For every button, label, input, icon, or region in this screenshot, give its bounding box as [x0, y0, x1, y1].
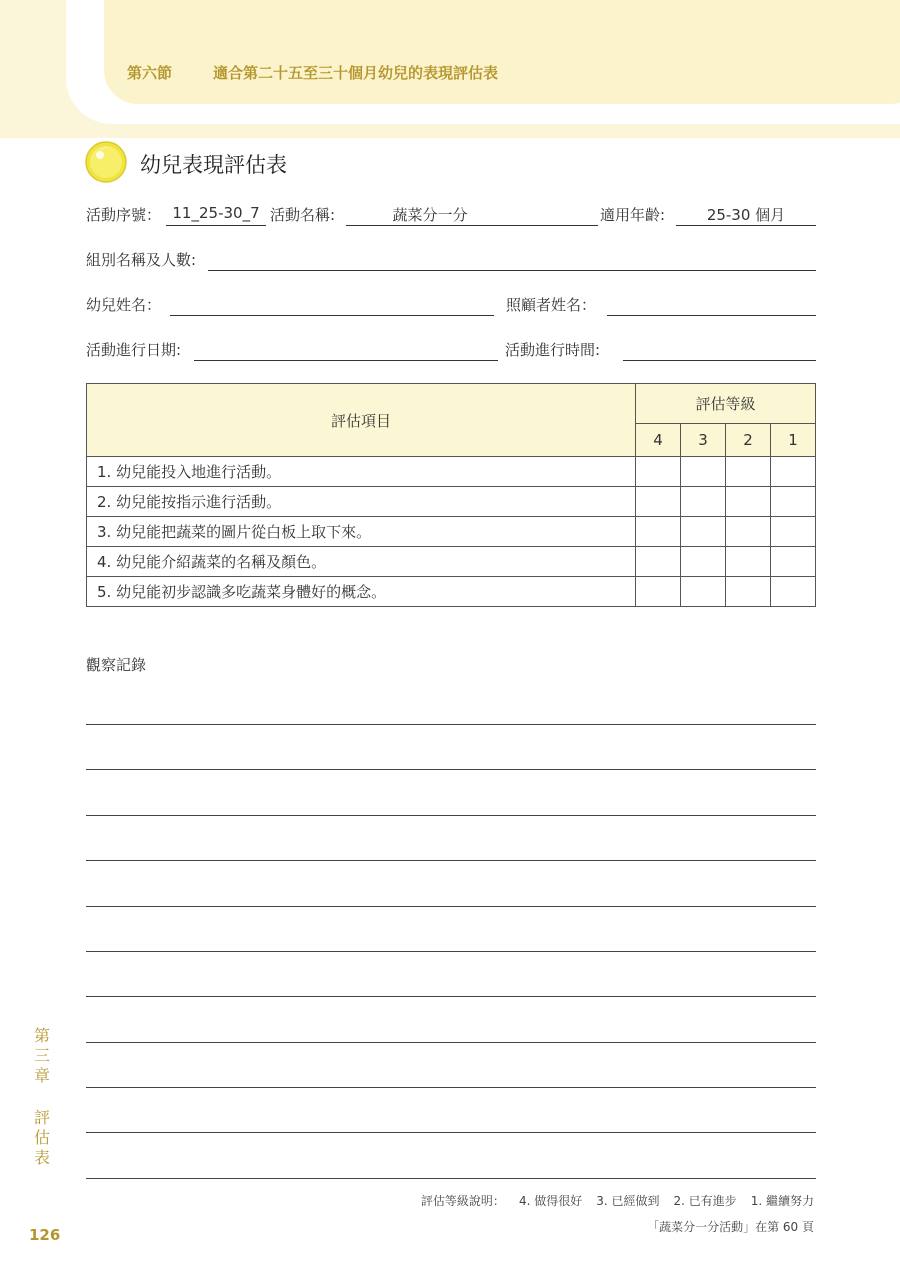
side-chapter-char: 三 [33, 1046, 50, 1065]
grade-cell[interactable] [726, 487, 771, 517]
age-label: 適用年齡: [600, 206, 666, 224]
group-row [86, 249, 816, 273]
table-row [87, 577, 816, 607]
side-section-char: 評 [33, 1108, 50, 1127]
activity-no-field[interactable]: 11_25-30_7 [166, 204, 266, 226]
child-name-label: 幼兒姓名： [86, 296, 162, 314]
names-row [86, 294, 816, 318]
grade-cell[interactable] [771, 577, 816, 607]
evaluation-table [86, 383, 816, 607]
legend-grade-4: 4. 做得很好 [518, 1194, 583, 1208]
observation-line[interactable] [86, 996, 816, 997]
carer-name-field[interactable] [607, 294, 816, 316]
grade-3-header: 3 [681, 423, 726, 456]
observation-line[interactable] [86, 1042, 816, 1043]
legend-grade-2: 2. 已有進步 [673, 1194, 737, 1208]
item-text: 1. 幼兒能投入地進行活動。 [87, 457, 636, 487]
grade-header: 評估等級 [636, 384, 816, 424]
table-row [87, 517, 816, 547]
side-chapter-label [32, 1026, 52, 1168]
observation-line[interactable] [86, 860, 816, 861]
observation-line[interactable] [86, 769, 816, 770]
time-field[interactable] [623, 339, 816, 361]
circle-bullet-icon [84, 140, 128, 184]
grade-cell[interactable] [681, 577, 726, 607]
observation-line[interactable] [86, 1087, 816, 1088]
item-header: 評估項目 [87, 384, 636, 457]
grade-cell[interactable] [636, 487, 681, 517]
carer-name-label: 照顧者姓名： [506, 296, 597, 314]
activity-name-field[interactable] [346, 204, 598, 226]
table-row [87, 487, 816, 517]
observation-line[interactable] [86, 1132, 816, 1133]
group-label: 組別名稱及人數: [86, 251, 197, 269]
grade-2-header: 2 [726, 423, 771, 456]
side-section-char: 估 [33, 1128, 50, 1147]
time-label: 活動進行時間: [505, 341, 601, 359]
grade-cell[interactable] [771, 457, 816, 487]
table-row [87, 547, 816, 577]
observation-line[interactable] [86, 906, 816, 907]
activity-info-row [86, 204, 816, 228]
grade-cell[interactable] [636, 577, 681, 607]
grade-cell[interactable] [681, 517, 726, 547]
group-field[interactable] [208, 249, 816, 271]
grade-cell[interactable] [681, 487, 726, 517]
section-number: 第六節 [127, 64, 173, 82]
table-header-row [87, 384, 816, 424]
grade-legend [421, 1192, 814, 1209]
activity-no-label: 活動序號： [86, 206, 162, 224]
grade-cell[interactable] [636, 547, 681, 577]
item-text: 3. 幼兒能把蔬菜的圖片從白板上取下來。 [87, 517, 636, 547]
observation-line[interactable] [86, 724, 816, 725]
grade-cell[interactable] [726, 547, 771, 577]
observation-line[interactable] [86, 951, 816, 952]
side-chapter-char: 第 [33, 1026, 50, 1045]
page-title: 幼兒表現評估表 [140, 153, 287, 177]
child-name-field[interactable] [170, 294, 494, 316]
header-band-inner [104, 0, 900, 104]
date-time-row [86, 339, 816, 363]
grade-cell[interactable] [726, 457, 771, 487]
legend-grade-3: 3. 已經做到 [596, 1194, 660, 1208]
grade-cell[interactable] [681, 457, 726, 487]
item-text: 2. 幼兒能按指示進行活動。 [87, 487, 636, 517]
age-field[interactable]: 25-30 個月 [676, 204, 816, 226]
activity-reference: 「蔬菜分一分活動」在第 60 頁 [647, 1220, 814, 1234]
grade-cell[interactable] [726, 577, 771, 607]
observation-line[interactable] [86, 1178, 816, 1179]
side-section-char: 表 [33, 1148, 50, 1167]
grade-cell[interactable] [636, 457, 681, 487]
page-number: 126 [29, 1226, 61, 1244]
grade-cell[interactable] [771, 487, 816, 517]
grade-cell[interactable] [681, 547, 726, 577]
observation-title: 觀察記錄 [86, 656, 147, 674]
date-label: 活動進行日期: [86, 341, 182, 359]
side-chapter-char: 章 [33, 1066, 50, 1085]
legend-label: 評估等級說明： [420, 1194, 505, 1208]
table-row [87, 457, 816, 487]
grade-1-header: 1 [771, 423, 816, 456]
item-text: 4. 幼兒能介紹蔬菜的名稱及顏色。 [87, 547, 636, 577]
observation-line[interactable] [86, 815, 816, 816]
section-title: 適合第二十五至三十個月幼兒的表現評估表 [213, 64, 499, 82]
grade-cell[interactable] [636, 517, 681, 547]
grade-4-header: 4 [636, 423, 681, 456]
item-text: 5. 幼兒能初步認識多吃蔬菜身體好的概念。 [87, 577, 636, 607]
grade-cell[interactable] [771, 547, 816, 577]
legend-grade-1: 1. 繼續努力 [750, 1194, 814, 1208]
activity-name-label: 活動名稱: [270, 206, 336, 224]
grade-cell[interactable] [726, 517, 771, 547]
grade-cell[interactable] [771, 517, 816, 547]
activity-name-value: 蔬菜分一分 [392, 206, 468, 224]
date-field[interactable] [194, 339, 498, 361]
section-header [127, 62, 498, 83]
